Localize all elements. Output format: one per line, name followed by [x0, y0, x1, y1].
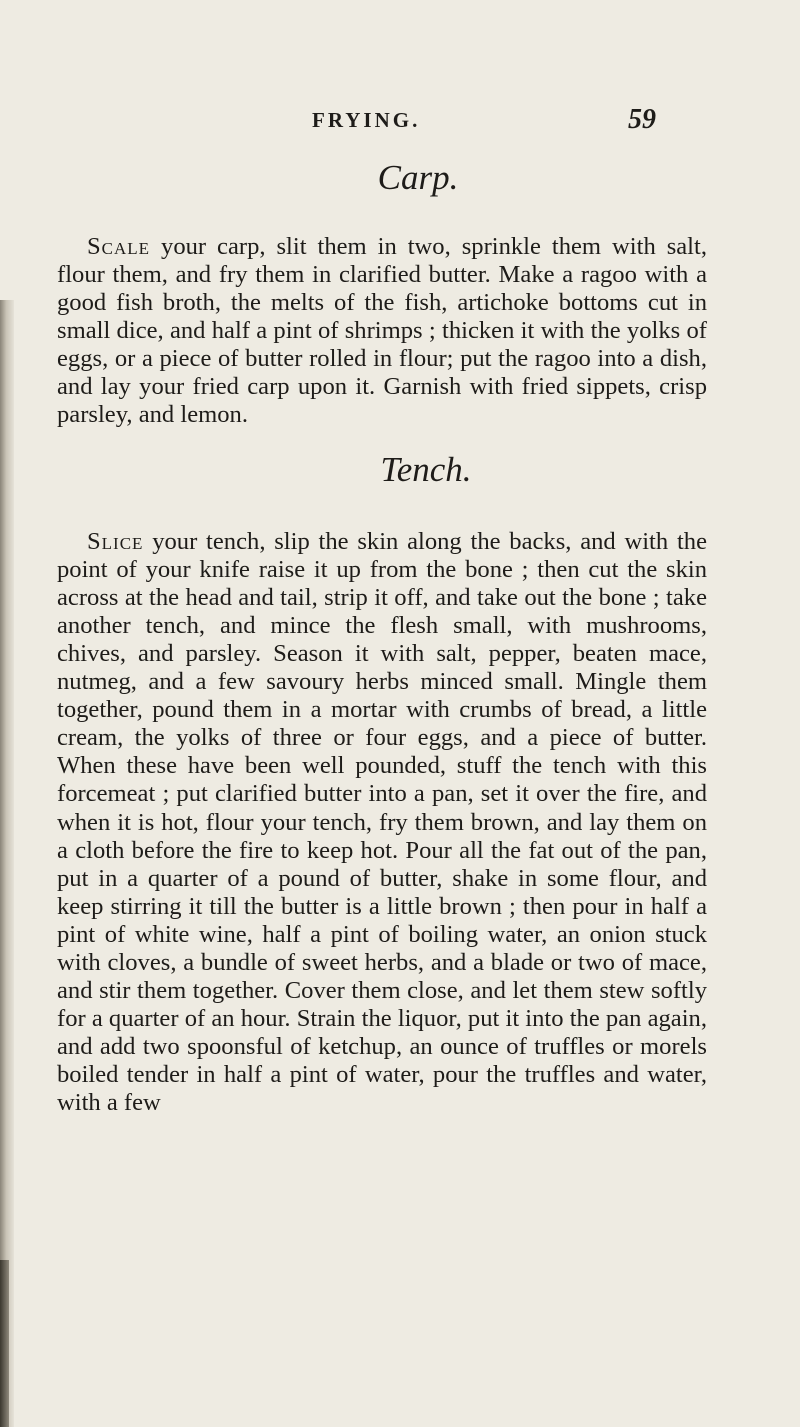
- page-binding-edge: [0, 1260, 9, 1427]
- lead-word: Scale: [87, 232, 151, 260]
- section-heading-carp: Carp.: [377, 158, 459, 197]
- page-gutter-shadow: [0, 300, 14, 1427]
- running-head: [0, 104, 800, 138]
- page-number: 59: [628, 104, 656, 135]
- lead-word: Slice: [87, 527, 144, 555]
- running-head-title: FRYING.: [312, 108, 421, 132]
- recipe-paragraph-carp: [57, 233, 707, 430]
- recipe-paragraph-tench: [57, 528, 707, 1118]
- paragraph-text: your tench, slip the skin along the backs, and with the point of your knife raise it up from the bone ; then cut the skin across at the head and tail, strip it off, and take out the bone ; take another tench, and mince the flesh small, with mushrooms, chives, and parsley. Season it with salt, pepper, beaten mace, nutmeg, and a few savoury herbs minced small. Mingle them together, pound them in a mortar with crumbs of bread, a little cream, the yolks of three or four eggs, and a piece of butter. When these have been well pounded, stuff the tench with this forcemeat ; put clarified butter into a pan, set it over the fire, and when it is hot, flour your tench, fry them brown, and lay them on a cloth before the fire to keep hot. Pour all the fat out of the pan, put in a quarter of a pound of butter, shake in some flour, and keep stirring it till the butter is a little brown ; then pour in half a pint of white wine, half a pint of boiling water, an onion stuck with cloves, a bundle of sweet herbs, and a blade or two of mace, and stir them together. Cover them close, and let them stew softly for a quarter of an hour. Strain the liquor, put it into the pan again, and add two spoonsful of ketchup, an ounce of truffles or morels boiled tender in half a pint of water, pour the truffles and water, with a few: [57, 527, 707, 1117]
- section-heading-tench: Tench.: [380, 450, 472, 489]
- paragraph-text: your carp, slit them in two, sprinkle them with salt, flour them, and fry them in clarified butter. Make a ragoo with a good fish broth, the melts of the fish, artichoke bottoms cut in small dice, and half a pint of shrimps ; thicken it with the yolks of eggs, or a piece of butter rolled in flour; put the ragoo into a dish, and lay your fried carp upon it. Garnish with fried sippets, crisp parsley, and lemon.: [57, 232, 707, 429]
